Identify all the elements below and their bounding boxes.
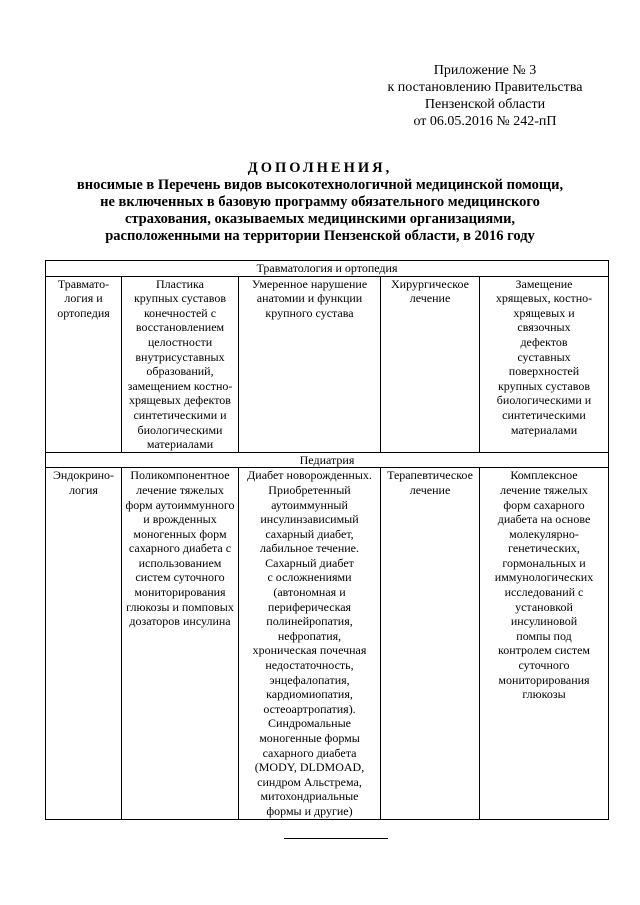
cell-line: аутоиммунный <box>271 497 348 512</box>
cell-line: митохондриальные <box>260 789 359 804</box>
cell-line: ортопедия <box>57 305 110 320</box>
cell-line: суставных <box>517 349 571 364</box>
cell-line: мониторирования <box>498 672 590 687</box>
appendix-line-1: Приложение № 3 <box>433 63 537 78</box>
cell-line: Сахарный диабет <box>265 555 354 570</box>
appendix-block <box>360 62 610 130</box>
cell-line: крупного сустава <box>265 305 354 320</box>
cell-line: инсулинзависимый <box>260 512 359 527</box>
cell-line: диабета на основе <box>497 512 591 527</box>
cell-line: форм аутоиммунного <box>125 497 235 512</box>
cell-line: Диабет новорожденных. <box>247 468 372 483</box>
cell-line: синдром Альстрема, <box>257 774 362 789</box>
cell-line: моногенных форм <box>133 526 227 541</box>
section-row <box>46 452 609 468</box>
cell-line: хрящевых, костно- <box>495 291 593 306</box>
cell-line: лечение <box>409 291 451 306</box>
cell-line: (автономная и <box>273 585 346 600</box>
cell-line: биологическими <box>137 422 223 437</box>
cell-line: Умеренное нарушение <box>251 276 368 291</box>
title-line-4: расположенными на территории Пензенской области, в 2016 году <box>105 228 535 244</box>
cell-line: генетических, <box>508 541 580 556</box>
cell-line: материалами <box>510 422 578 437</box>
cell-line: периферическая <box>267 599 352 614</box>
cell-line: форм сахарного <box>503 497 585 512</box>
cell-line: лабильное течение. <box>260 541 359 556</box>
title-line-1: вносимые в Перечень видов высокотехнологичной медицинской помощи, <box>76 177 564 193</box>
diagnosis-cell <box>239 468 381 819</box>
profile-cell <box>46 276 122 452</box>
cell-line: образований, <box>146 364 214 379</box>
cell-line: логия и <box>64 291 103 306</box>
table-row <box>46 468 609 819</box>
cell-line: суточного <box>518 658 570 673</box>
cell-line: глюкозы и помповых <box>126 599 234 614</box>
appendix-line-2: к постановлению Правительства <box>387 80 583 95</box>
cell-line: Комплексное <box>510 468 578 483</box>
cell-line: биологическими и <box>496 393 592 408</box>
method-cell <box>480 468 609 819</box>
cell-line: материалами <box>146 437 214 452</box>
cell-line: целостности <box>147 334 213 349</box>
title-line-2: не включенных в базовую программу обязательного медицинского <box>100 194 540 210</box>
cell-line: Пластика <box>156 276 204 291</box>
appendix-line-4: от 06.05.2016 № 242-пП <box>413 114 557 129</box>
title-heading: ДОПОЛНЕНИЯ, <box>247 160 393 176</box>
cell-line: недостаточность, <box>265 658 354 673</box>
cell-line: Эндокрино- <box>52 468 115 483</box>
cell-line: замещением костно- <box>127 378 233 393</box>
cell-line: хроническая почечная <box>252 643 367 658</box>
cell-line: поверхностей <box>508 364 580 379</box>
table-row <box>46 276 609 452</box>
document-title <box>40 160 600 245</box>
cell-line: остеоартропатия). <box>263 701 356 716</box>
cell-line: сахарный диабет, <box>265 526 354 541</box>
cell-line: хрящевых дефектов <box>129 393 231 408</box>
cell-line: молекулярно- <box>509 526 579 541</box>
treatment-cell <box>381 468 480 819</box>
treatment-cell <box>381 276 480 452</box>
cell-line: с осложнениями <box>267 570 352 585</box>
appendix-line-3: Пензенской области <box>424 97 546 112</box>
cell-line: Хирургическое <box>391 276 469 291</box>
cell-line: дозаторов инсулина <box>129 614 231 629</box>
cell-line: контролем систем <box>497 643 591 658</box>
cell-line: анатомии и функции <box>256 291 363 306</box>
cell-line: систем суточного <box>135 570 225 585</box>
cell-line: использованием <box>138 555 222 570</box>
cell-line: конечностей с <box>143 305 217 320</box>
cell-line: хрящевых и <box>513 305 575 320</box>
cell-line: Терапевтическое <box>387 468 473 483</box>
cell-line: глюкозы <box>522 687 566 702</box>
cell-line: Травмато- <box>57 276 110 291</box>
cell-line: восстановлением <box>135 320 225 335</box>
cell-line: и врожденных <box>143 512 217 527</box>
cell-line: синтетическими <box>502 407 586 422</box>
services-table <box>45 260 609 820</box>
cell-line: синтетическими и <box>133 407 227 422</box>
cell-line: лечение тяжелых <box>136 482 224 497</box>
cell-line: лечение тяжелых <box>500 482 588 497</box>
cell-line: иммунологических <box>494 570 594 585</box>
cell-line: дефектов <box>520 334 568 349</box>
cell-line: Замещение <box>515 276 573 291</box>
cell-line: установкой <box>515 599 573 614</box>
cell-line: инсулиновой <box>510 614 578 629</box>
method-name-cell <box>122 276 239 452</box>
cell-line: внутрисуставных <box>135 349 225 364</box>
cell-line: кардиомиопатия, <box>266 687 353 702</box>
section-row <box>46 261 609 277</box>
method-cell <box>480 276 609 452</box>
section-title: Травматология и ортопедия <box>46 261 609 277</box>
cell-line: полинейропатия, <box>266 614 353 629</box>
cell-line: связочных <box>517 320 571 335</box>
cell-line: (MODY, DLDMOAD, <box>254 760 365 775</box>
cell-line: крупных суставов <box>497 378 591 393</box>
cell-line: нефропатия, <box>277 628 342 643</box>
title-line-3: страхования, оказываемых медицинскими организациями, <box>124 211 516 227</box>
cell-line: гормональных и <box>502 555 586 570</box>
cell-line: моногенные формы <box>259 731 360 745</box>
cell-line: формы и другие) <box>266 803 353 818</box>
diagnosis-cell <box>239 276 381 452</box>
cell-line: Поликомпонентное <box>130 468 230 483</box>
cell-line: мониторирования <box>134 585 226 600</box>
section-title: Педиатрия <box>46 452 609 468</box>
profile-cell <box>46 468 122 819</box>
cell-line: сахарного диабета <box>262 745 357 760</box>
cell-line: энцефалопатия, <box>269 672 350 687</box>
cell-line: лечение <box>409 482 451 497</box>
cell-line: крупных суставов <box>133 291 227 306</box>
footer-divider <box>284 838 388 839</box>
cell-line: логия <box>69 482 98 497</box>
cell-line: помпы под <box>516 628 572 643</box>
cell-line: сахарного диабета с <box>128 541 232 556</box>
cell-line: Приобретенный <box>268 482 351 497</box>
cell-line: исследований с <box>504 585 584 600</box>
method-name-cell <box>122 468 239 819</box>
cell-line: Синдромальные <box>268 716 351 731</box>
